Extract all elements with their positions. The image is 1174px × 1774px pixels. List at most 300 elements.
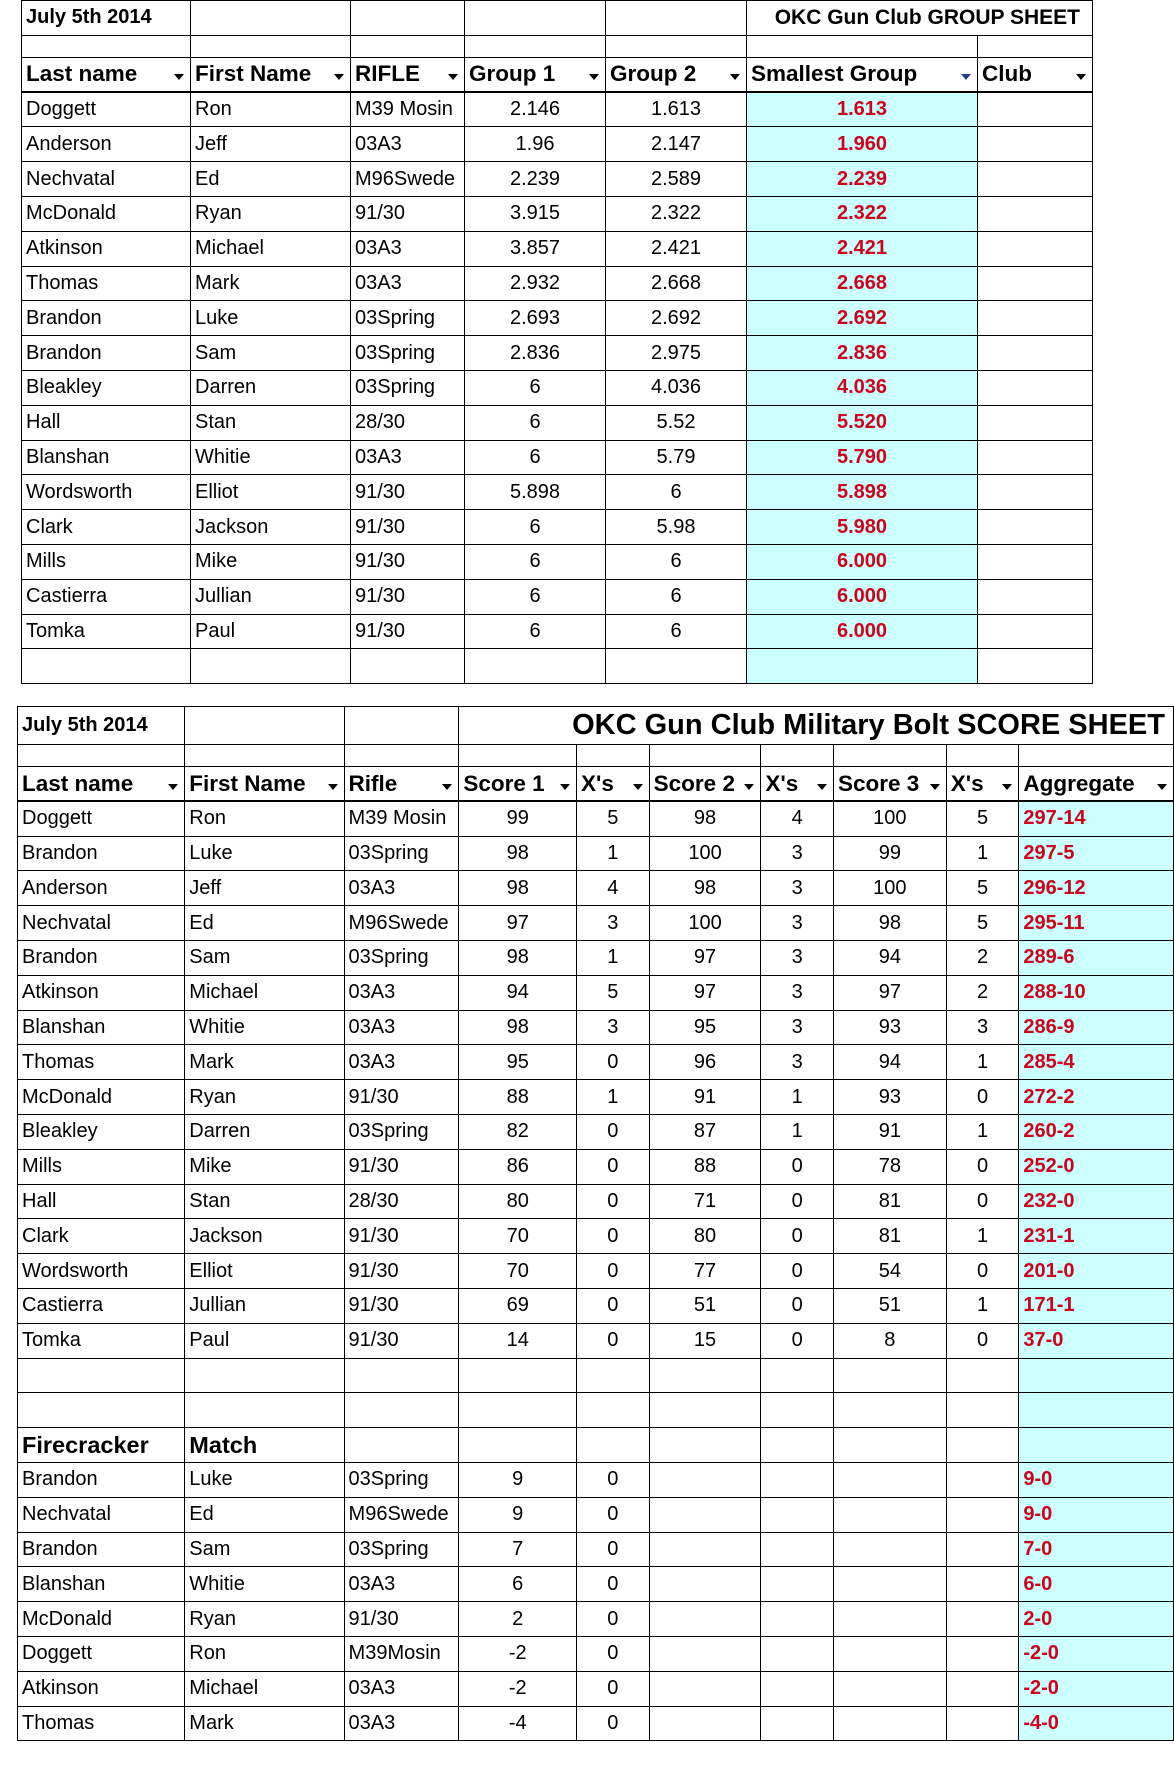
score-sheet-title: OKC Gun Club Military Bolt SCORE SHEET: [459, 707, 1174, 745]
last-name-cell: Doggett: [18, 801, 185, 836]
x2-cell: 3: [761, 871, 834, 906]
last-name-cell: Wordsworth: [22, 475, 191, 510]
smallest-group-cell: 6.000: [747, 579, 978, 614]
table-row: [18, 801, 1174, 836]
empty-cell: [946, 1602, 1019, 1637]
rifle-cell: 91/30: [344, 1149, 459, 1184]
empty-cell: [649, 1706, 761, 1741]
table-row: [22, 544, 1093, 579]
column-header-label: Last name: [26, 61, 138, 87]
x1-cell: 1: [577, 836, 650, 871]
empty-cell: [649, 1497, 761, 1532]
rifle-cell: M96Swede: [351, 162, 465, 197]
score1-cell: 88: [459, 1080, 577, 1115]
club-cell: [978, 162, 1093, 197]
column-header[interactable]: [761, 767, 834, 802]
score1-cell: 98: [459, 940, 577, 975]
column-header-label: Club: [982, 61, 1032, 87]
group2-cell: 5.52: [606, 405, 747, 440]
rifle-cell: 91/30: [351, 510, 465, 545]
x2-cell: 0: [761, 1254, 834, 1289]
group2-cell: 2.975: [606, 336, 747, 371]
x3-cell: 2: [946, 975, 1019, 1010]
score2-cell: 98: [649, 871, 761, 906]
table-row: [22, 127, 1093, 162]
aggregate-cell: 296-12: [1019, 871, 1174, 906]
column-header[interactable]: [344, 767, 459, 802]
x3-cell: 0: [946, 1080, 1019, 1115]
filter-dropdown-icon[interactable]: [1076, 74, 1086, 80]
score3-cell: 91: [834, 1114, 947, 1149]
column-header[interactable]: [459, 767, 577, 802]
column-header-label: X's: [950, 770, 984, 796]
rifle-cell: M39 Mosin: [344, 801, 459, 836]
group1-cell: 2.239: [465, 162, 606, 197]
x-cell: 0: [577, 1497, 650, 1532]
x-cell: 0: [577, 1636, 650, 1671]
first-name-cell: Whitie: [185, 1010, 344, 1045]
score1-cell: 99: [459, 801, 577, 836]
column-header-label: Group 1: [469, 61, 556, 87]
score1-cell: 97: [459, 906, 577, 941]
aggregate-cell: 6-0: [1019, 1567, 1174, 1602]
aggregate-cell: 252-0: [1019, 1149, 1174, 1184]
group1-cell: 6: [465, 370, 606, 405]
table-row: [18, 975, 1174, 1010]
smallest-group-cell: 5.790: [747, 440, 978, 475]
last-name-cell: Castierra: [18, 1288, 185, 1323]
table-row: [22, 336, 1093, 371]
table-row: [18, 1567, 1174, 1602]
x2-cell: 0: [761, 1219, 834, 1254]
score3-cell: 51: [834, 1288, 947, 1323]
aggregate-cell: 37-0: [1019, 1323, 1174, 1358]
score3-cell: 100: [834, 871, 947, 906]
x1-cell: 5: [577, 801, 650, 836]
smallest-group-cell: 2.421: [747, 231, 978, 266]
x-cell: 0: [577, 1706, 650, 1741]
smallest-group-cell: 2.239: [747, 162, 978, 197]
aggregate-cell: 260-2: [1019, 1114, 1174, 1149]
column-header[interactable]: [649, 767, 761, 802]
rifle-cell: 91/30: [344, 1080, 459, 1115]
x1-cell: 3: [577, 906, 650, 941]
filter-dropdown-icon[interactable]: [633, 784, 643, 790]
table-row: [18, 1288, 1174, 1323]
score1-cell: 14: [459, 1323, 577, 1358]
club-cell: [978, 510, 1093, 545]
empty-cell: [834, 1636, 947, 1671]
x2-cell: 3: [761, 906, 834, 941]
table-row: [18, 1706, 1174, 1741]
aggregate-cell: 7-0: [1019, 1532, 1174, 1567]
group-sheet-table: [21, 0, 1093, 684]
empty-cell: [834, 1462, 947, 1497]
column-header[interactable]: [747, 57, 978, 92]
column-header-label: Group 2: [610, 61, 697, 87]
smallest-group-cell: 2.692: [747, 301, 978, 336]
club-cell: [978, 127, 1093, 162]
column-header[interactable]: [22, 57, 191, 92]
aggregate-cell: 201-0: [1019, 1254, 1174, 1289]
first-name-cell: Ed: [191, 162, 351, 197]
score1-cell: 82: [459, 1114, 577, 1149]
group1-cell: 6: [465, 440, 606, 475]
empty-cell: [761, 1602, 834, 1637]
x3-cell: 1: [946, 836, 1019, 871]
aggregate-cell: 295-11: [1019, 906, 1174, 941]
group1-cell: 6: [465, 405, 606, 440]
empty-cell: [834, 1497, 947, 1532]
x2-cell: 4: [761, 801, 834, 836]
column-header-label: Score 1: [463, 770, 545, 796]
aggregate-cell: 9-0: [1019, 1462, 1174, 1497]
rifle-cell: 03Spring: [351, 336, 465, 371]
score2-cell: 95: [649, 1010, 761, 1045]
group2-cell: 2.421: [606, 231, 747, 266]
filter-dropdown-icon[interactable]: [334, 74, 344, 80]
group1-cell: 6: [465, 579, 606, 614]
first-name-cell: Ryan: [191, 196, 351, 231]
table-row: [18, 1010, 1174, 1045]
filter-dropdown-icon[interactable]: [560, 784, 570, 790]
group2-cell: 2.589: [606, 162, 747, 197]
first-name-cell: Mark: [185, 1706, 344, 1741]
last-name-cell: Brandon: [18, 1462, 185, 1497]
score1-cell: 98: [459, 836, 577, 871]
smallest-group-cell: 2.322: [747, 196, 978, 231]
score3-cell: 8: [834, 1323, 947, 1358]
x1-cell: 1: [577, 940, 650, 975]
x1-cell: 1: [577, 1080, 650, 1115]
last-name-cell: Brandon: [18, 940, 185, 975]
last-name-cell: Clark: [22, 510, 191, 545]
score2-cell: 97: [649, 940, 761, 975]
first-name-cell: Stan: [191, 405, 351, 440]
score3-cell: 81: [834, 1219, 947, 1254]
score1-cell: 98: [459, 871, 577, 906]
aggregate-cell: 289-6: [1019, 940, 1174, 975]
x1-cell: 0: [577, 1149, 650, 1184]
group1-cell: 6: [465, 614, 606, 649]
smallest-group-cell: 2.668: [747, 266, 978, 301]
x1-cell: 3: [577, 1010, 650, 1045]
score1-cell: 86: [459, 1149, 577, 1184]
rifle-cell: 03Spring: [344, 1532, 459, 1567]
table-row: [22, 614, 1093, 649]
aggregate-cell: 286-9: [1019, 1010, 1174, 1045]
score3-cell: 97: [834, 975, 947, 1010]
table-row: [18, 1149, 1174, 1184]
x2-cell: 1: [761, 1114, 834, 1149]
club-cell: [978, 231, 1093, 266]
filter-dropdown-icon[interactable]: [442, 784, 452, 790]
empty-cell: [761, 1706, 834, 1741]
empty-cell: [761, 1636, 834, 1671]
group1-cell: 2.693: [465, 301, 606, 336]
table-row: [18, 1045, 1174, 1080]
table-row: [22, 510, 1093, 545]
score1-cell: 80: [459, 1184, 577, 1219]
filter-dropdown-icon[interactable]: [168, 784, 178, 790]
column-header-label: First Name: [195, 61, 312, 87]
group2-cell: 4.036: [606, 370, 747, 405]
score2-cell: 87: [649, 1114, 761, 1149]
rifle-cell: M96Swede: [344, 906, 459, 941]
aggregate-cell: 9-0: [1019, 1497, 1174, 1532]
rifle-cell: 03A3: [344, 975, 459, 1010]
x2-cell: 3: [761, 1045, 834, 1080]
score-cell: 9: [459, 1497, 577, 1532]
smallest-group-cell: 5.980: [747, 510, 978, 545]
table-row: [18, 1532, 1174, 1567]
club-cell: [978, 301, 1093, 336]
column-header-label: Score 2: [653, 770, 735, 796]
rifle-cell: 03A3: [351, 440, 465, 475]
x-cell: 0: [577, 1532, 650, 1567]
rifle-cell: 03Spring: [344, 836, 459, 871]
rifle-cell: 03Spring: [344, 1114, 459, 1149]
table-row: [22, 196, 1093, 231]
x3-cell: 0: [946, 1254, 1019, 1289]
last-name-cell: Hall: [22, 405, 191, 440]
x1-cell: 0: [577, 1184, 650, 1219]
score2-cell: 96: [649, 1045, 761, 1080]
last-name-cell: McDonald: [18, 1602, 185, 1637]
group1-cell: 3.857: [465, 231, 606, 266]
column-header[interactable]: [834, 767, 947, 802]
x1-cell: 5: [577, 975, 650, 1010]
aggregate-cell: 288-10: [1019, 975, 1174, 1010]
score3-cell: 78: [834, 1149, 947, 1184]
first-name-cell: Luke: [185, 1462, 344, 1497]
x3-cell: 0: [946, 1323, 1019, 1358]
table-row: [22, 266, 1093, 301]
column-header[interactable]: [1019, 767, 1174, 802]
rifle-cell: 28/30: [344, 1184, 459, 1219]
rifle-cell: 91/30: [344, 1602, 459, 1637]
last-name-cell: Mills: [18, 1149, 185, 1184]
table-row: [22, 92, 1093, 127]
x1-cell: 0: [577, 1288, 650, 1323]
first-name-cell: Whitie: [191, 440, 351, 475]
filter-dropdown-icon[interactable]: [961, 74, 971, 80]
empty-cell: [649, 1567, 761, 1602]
rifle-cell: M96Swede: [344, 1497, 459, 1532]
filter-dropdown-icon[interactable]: [448, 74, 458, 80]
table-row: [18, 906, 1174, 941]
empty-cell: [649, 1532, 761, 1567]
table-row: [18, 1636, 1174, 1671]
empty-cell: [761, 1497, 834, 1532]
aggregate-cell: 272-2: [1019, 1080, 1174, 1115]
smallest-group-cell: 2.836: [747, 336, 978, 371]
x2-cell: 3: [761, 975, 834, 1010]
score1-cell: 70: [459, 1219, 577, 1254]
group2-cell: 6: [606, 614, 747, 649]
table-row: [18, 1254, 1174, 1289]
score2-cell: 97: [649, 975, 761, 1010]
group2-cell: 5.98: [606, 510, 747, 545]
last-name-cell: Doggett: [18, 1636, 185, 1671]
last-name-cell: Hall: [18, 1184, 185, 1219]
last-name-cell: Tomka: [22, 614, 191, 649]
last-name-cell: Blanshan: [22, 440, 191, 475]
last-name-cell: Bleakley: [22, 370, 191, 405]
filter-dropdown-icon[interactable]: [744, 784, 754, 790]
club-cell: [978, 370, 1093, 405]
last-name-cell: Brandon: [22, 301, 191, 336]
smallest-group-cell: 1.613: [747, 92, 978, 127]
empty-cell: [834, 1706, 947, 1741]
aggregate-cell: 171-1: [1019, 1288, 1174, 1323]
x2-cell: 3: [761, 1010, 834, 1045]
table-row: [18, 1219, 1174, 1254]
aggregate-cell: -2-0: [1019, 1671, 1174, 1706]
smallest-group-cell: 4.036: [747, 370, 978, 405]
empty-cell: [946, 1636, 1019, 1671]
rifle-cell: 03A3: [351, 231, 465, 266]
first-name-cell: Michael: [191, 231, 351, 266]
score2-cell: 91: [649, 1080, 761, 1115]
first-name-cell: Luke: [191, 301, 351, 336]
score3-cell: 94: [834, 1045, 947, 1080]
table-row: [18, 1462, 1174, 1497]
column-header[interactable]: [185, 767, 344, 802]
column-header[interactable]: [606, 57, 747, 92]
smallest-group-cell: 6.000: [747, 614, 978, 649]
score3-cell: 100: [834, 801, 947, 836]
club-cell: [978, 614, 1093, 649]
filter-dropdown-icon[interactable]: [930, 784, 940, 790]
rifle-cell: 03A3: [344, 1671, 459, 1706]
first-name-cell: Mike: [191, 544, 351, 579]
table-row: [18, 940, 1174, 975]
rifle-cell: 91/30: [351, 475, 465, 510]
last-name-cell: Brandon: [22, 336, 191, 371]
x3-cell: 5: [946, 871, 1019, 906]
first-name-cell: Ron: [191, 92, 351, 127]
score2-cell: 100: [649, 906, 761, 941]
first-name-cell: Jeff: [191, 127, 351, 162]
filter-dropdown-icon[interactable]: [1002, 784, 1012, 790]
score-cell: 2: [459, 1602, 577, 1637]
first-name-cell: Michael: [185, 975, 344, 1010]
table-row: [18, 836, 1174, 871]
first-name-cell: Michael: [185, 1671, 344, 1706]
empty-cell: [946, 1706, 1019, 1741]
filter-dropdown-icon[interactable]: [730, 74, 740, 80]
first-name-cell: Mark: [185, 1045, 344, 1080]
x-cell: 0: [577, 1671, 650, 1706]
filter-dropdown-icon[interactable]: [328, 784, 338, 790]
aggregate-cell: 297-14: [1019, 801, 1174, 836]
last-name-cell: Thomas: [22, 266, 191, 301]
club-cell: [978, 440, 1093, 475]
last-name-cell: Bleakley: [18, 1114, 185, 1149]
column-header-label: Aggregate: [1023, 770, 1135, 796]
aggregate-cell: -4-0: [1019, 1706, 1174, 1741]
score3-cell: 81: [834, 1184, 947, 1219]
column-header[interactable]: [577, 767, 650, 802]
score3-cell: 98: [834, 906, 947, 941]
group2-cell: 1.613: [606, 92, 747, 127]
score1-cell: 98: [459, 1010, 577, 1045]
club-cell: [978, 336, 1093, 371]
filter-dropdown-icon[interactable]: [1157, 784, 1167, 790]
filter-dropdown-icon[interactable]: [589, 74, 599, 80]
score3-cell: 93: [834, 1080, 947, 1115]
column-header[interactable]: [465, 57, 606, 92]
filter-dropdown-icon[interactable]: [174, 74, 184, 80]
empty-cell: [761, 1532, 834, 1567]
column-header[interactable]: [946, 767, 1019, 802]
first-name-cell: Ron: [185, 801, 344, 836]
club-cell: [978, 266, 1093, 301]
empty-cell: [649, 1671, 761, 1706]
filter-dropdown-icon[interactable]: [817, 784, 827, 790]
score2-cell: 51: [649, 1288, 761, 1323]
club-cell: [978, 544, 1093, 579]
first-name-cell: Darren: [185, 1114, 344, 1149]
rifle-cell: 91/30: [344, 1323, 459, 1358]
last-name-cell: Brandon: [18, 836, 185, 871]
column-header[interactable]: [191, 57, 351, 92]
column-header[interactable]: [978, 57, 1093, 92]
first-name-cell: Elliot: [185, 1254, 344, 1289]
first-name-cell: Ryan: [185, 1602, 344, 1637]
score3-cell: 99: [834, 836, 947, 871]
last-name-cell: Mills: [22, 544, 191, 579]
last-name-cell: Castierra: [22, 579, 191, 614]
empty-cell: [946, 1497, 1019, 1532]
table-row: [18, 1323, 1174, 1358]
first-name-cell: Jackson: [191, 510, 351, 545]
first-name-cell: Ron: [185, 1636, 344, 1671]
score-cell: -2: [459, 1636, 577, 1671]
x1-cell: 0: [577, 1254, 650, 1289]
empty-cell: [946, 1671, 1019, 1706]
score2-cell: 98: [649, 801, 761, 836]
column-header-label: Last name: [22, 770, 134, 796]
table-row: [22, 405, 1093, 440]
empty-cell: [946, 1462, 1019, 1497]
table-row: [18, 871, 1174, 906]
score1-cell: 94: [459, 975, 577, 1010]
x3-cell: 0: [946, 1149, 1019, 1184]
column-header-label: Smallest Group: [751, 61, 918, 87]
rifle-cell: M39 Mosin: [351, 92, 465, 127]
column-header[interactable]: [18, 767, 185, 802]
rifle-cell: 28/30: [351, 405, 465, 440]
first-name-cell: Sam: [185, 1532, 344, 1567]
x1-cell: 0: [577, 1323, 650, 1358]
first-name-cell: Ed: [185, 906, 344, 941]
last-name-cell: Tomka: [18, 1323, 185, 1358]
score-sheet-table: [17, 706, 1174, 1741]
score3-cell: 94: [834, 940, 947, 975]
x-cell: 0: [577, 1602, 650, 1637]
score-cell: 7: [459, 1532, 577, 1567]
first-name-cell: Jullian: [191, 579, 351, 614]
table-row: [18, 1671, 1174, 1706]
smallest-group-cell: 6.000: [747, 544, 978, 579]
score2-cell: 80: [649, 1219, 761, 1254]
first-name-cell: Mike: [185, 1149, 344, 1184]
empty-cell: [834, 1567, 947, 1602]
column-header-label: RIFLE: [355, 61, 420, 87]
column-header[interactable]: [351, 57, 465, 92]
